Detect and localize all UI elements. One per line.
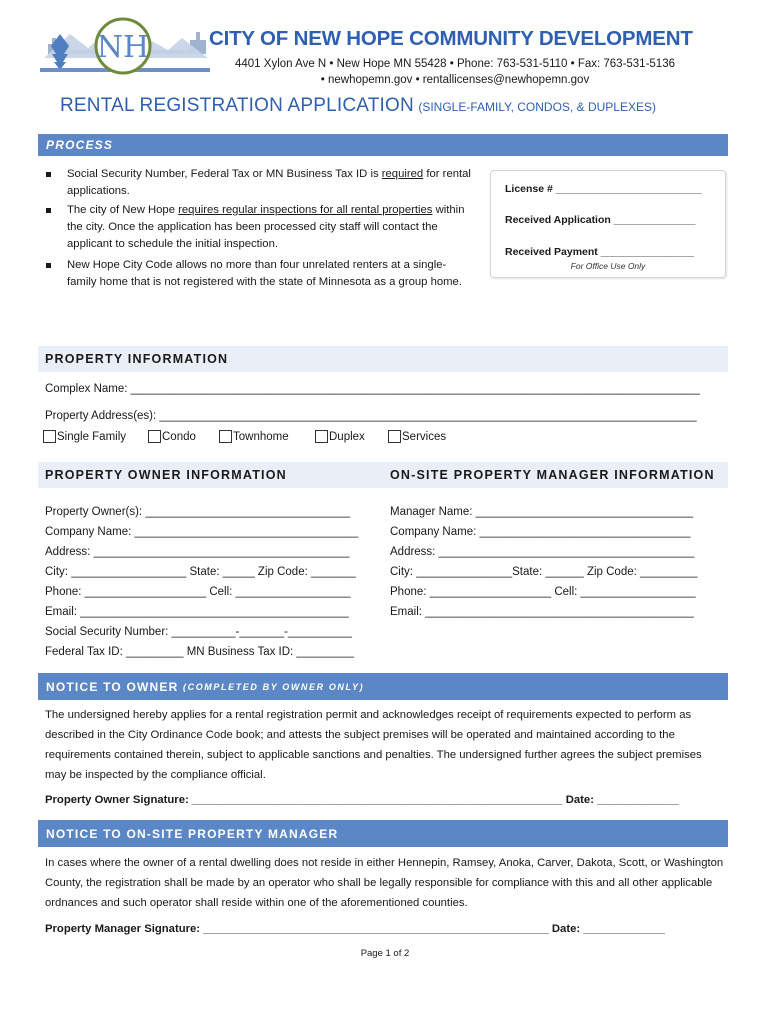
owner-ssn-field[interactable]: Social Security Number: __________-_______-__________ <box>45 626 352 638</box>
application-title-main: RENTAL REGISTRATION APPLICATION <box>60 95 414 116</box>
office-use-note: For Office Use Only <box>570 261 646 271</box>
checkbox-services[interactable]: Services <box>388 430 446 443</box>
checkbox-box[interactable] <box>148 430 161 443</box>
page-number: Page 1 of 2 <box>360 948 410 959</box>
process-bullet: The city of New Hope requires regular inspections for all rental properties within the city. Once the application has been processed city staff will contact the applicant to schedule the initial inspection. <box>45 202 473 253</box>
notice-manager-text: In cases where the owner of a rental dwelling does not reside in either Hennepin, Ramsey, Anoka, Carver, Dakota, Scott, or Washington County, the registration shall be made by an operator who shall be legally responsible for compliance with this and all other applicable ordnances and such operator shall reside within one of the aforementioned counties. <box>45 857 724 909</box>
process-bullet: New Hope City Code allows no more than four unrelated renters at a single-family home that is not registered with the state of Minnesota as a group home. <box>45 257 473 291</box>
owner-company-field[interactable]: Company Name: ___________________________________ <box>45 526 359 538</box>
manager-signature-field[interactable]: Property Manager Signature: _______________________________________________________ Date: _____________ <box>45 923 665 935</box>
manager-email-field[interactable]: Email: __________________________________________ <box>390 606 694 618</box>
owner-taxid-field[interactable]: Federal Tax ID: _________ MN Business Tax ID: _________ <box>45 646 354 658</box>
checkbox-condo[interactable]: Condo <box>148 430 196 443</box>
owner-address-field[interactable]: Address: ________________________________________ <box>45 546 350 558</box>
owner-info-heading: PROPERTY OWNER INFORMATION <box>45 468 287 482</box>
process-bullet: Social Security Number, Federal Tax or MN Business Tax ID is required for rental applications. <box>45 166 473 200</box>
process-bar <box>38 134 728 156</box>
manager-city-field[interactable]: City: _______________State: ______ Zip Code: _________ <box>390 566 698 578</box>
application-title <box>60 95 656 117</box>
page-title: CITY OF NEW HOPE COMMUNITY DEVELOPMENT <box>209 27 693 50</box>
property-address-field[interactable]: Property Address(es): ____________________________________________________________________________________ <box>45 410 697 422</box>
owner-email-field[interactable]: Email: __________________________________________ <box>45 606 349 618</box>
owner-signature-field[interactable]: Property Owner Signature: ___________________________________________________________ Date: _____________ <box>45 794 679 806</box>
property-info-heading: PROPERTY INFORMATION <box>45 352 229 366</box>
manager-company-field[interactable]: Company Name: _________________________________ <box>390 526 691 538</box>
manager-name-field[interactable]: Manager Name: __________________________________ <box>390 506 694 518</box>
owner-phone-field[interactable]: Phone: ___________________ Cell: __________________ <box>45 586 351 598</box>
checkbox-single-family[interactable]: Single Family <box>43 430 126 443</box>
received-payment-field: Received Payment ________________ <box>505 246 695 258</box>
process-heading: PROCESS <box>46 138 114 152</box>
manager-info-heading: ON-SITE PROPERTY MANAGER INFORMATION <box>390 468 715 482</box>
notice-owner-heading: NOTICE TO OWNER <box>46 679 179 694</box>
contact-web: • newhopemn.gov • rentallicenses@newhopemn.gov <box>320 74 590 86</box>
checkbox-box[interactable] <box>388 430 401 443</box>
checkbox-box[interactable] <box>315 430 328 443</box>
checkbox-box[interactable] <box>219 430 232 443</box>
license-field: License # _________________________ <box>505 183 702 195</box>
notice-manager-bar <box>38 820 728 847</box>
checkbox-box[interactable] <box>43 430 56 443</box>
complex-name-field[interactable]: Complex Name: _________________________________________________________________________________________ <box>45 383 700 395</box>
checkbox-duplex[interactable]: Duplex <box>315 430 365 443</box>
notice-owner-note: (COMPLETED BY OWNER ONLY) <box>183 681 365 692</box>
manager-address-field[interactable]: Address: ________________________________________ <box>390 546 695 558</box>
application-subtitle: (SINGLE-FAMILY, CONDOS, & DUPLEXES) <box>418 100 656 114</box>
notice-owner-bar <box>38 673 728 700</box>
process-list <box>45 166 473 293</box>
office-use-box <box>490 170 726 278</box>
manager-phone-field[interactable]: Phone: ___________________ Cell: __________________ <box>390 586 696 598</box>
owner-city-field[interactable]: City: __________________ State: _____ Zip Code: _______ <box>45 566 356 578</box>
owner-name-field[interactable]: Property Owner(s): ________________________________ <box>45 506 350 518</box>
contact-address: 4401 Xylon Ave N • New Hope MN 55428 • Phone: 763-531-5110 • Fax: 763-531-5136 <box>235 58 675 70</box>
received-application-field: Received Application ______________ <box>505 214 696 226</box>
logo-text: NH <box>96 30 150 65</box>
notice-owner-text: The undersigned hereby applies for a rental registration permit and acknowledges receipt of requirements expected to perform as described in the City Ordinance Code book; and attests the subject premises will be operated and maintained according to the requirements contained therein, subject to applicable sanctions and penalties. The undersigned further agrees the subject premises may be inspected by the compliance official. <box>45 709 702 781</box>
city-logo <box>40 14 210 80</box>
notice-manager-heading: NOTICE TO ON-SITE PROPERTY MANAGER <box>46 826 339 841</box>
checkbox-townhome[interactable]: Townhome <box>219 430 289 443</box>
